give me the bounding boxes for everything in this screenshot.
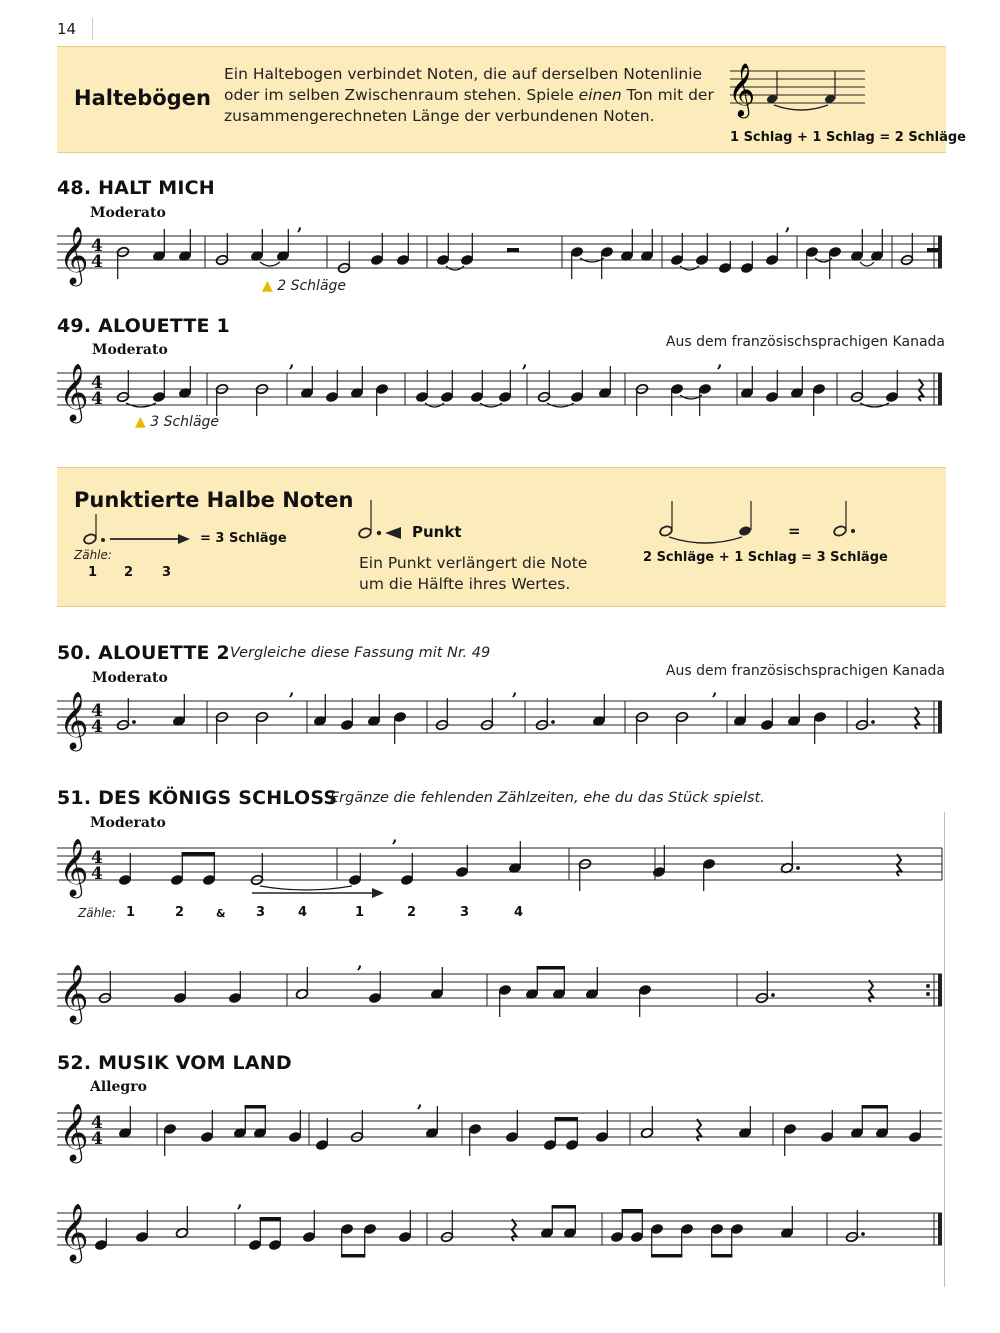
note-head xyxy=(202,874,215,885)
note-head xyxy=(468,1123,481,1134)
note-dot xyxy=(551,720,555,724)
dotted-equivalence-diagram xyxy=(650,497,870,547)
note-head xyxy=(650,1223,663,1234)
note-head xyxy=(135,1231,148,1242)
note-head xyxy=(498,984,511,995)
note-head xyxy=(543,1139,556,1150)
breath-mark: , xyxy=(237,1192,243,1211)
ex52-tempo: Allegro xyxy=(90,1079,147,1095)
dotted-count-label: Zähle: xyxy=(74,548,112,562)
dotted-count-1: 1 xyxy=(88,565,98,580)
note-head xyxy=(455,866,468,877)
ex51-count-2: 2 xyxy=(175,905,185,920)
ex51-count-1: 1 xyxy=(126,905,136,920)
note-head xyxy=(363,1223,376,1234)
dotted-half-equals: = 3 Schläge xyxy=(200,531,287,546)
note-head xyxy=(570,246,583,257)
repeat-dot xyxy=(926,984,930,988)
dotted-half-punkt-diagram xyxy=(355,496,415,546)
note-head xyxy=(248,1239,261,1250)
note-head xyxy=(118,874,131,885)
note-head xyxy=(228,992,241,1003)
punkt-label: Punkt xyxy=(412,523,462,541)
note-head xyxy=(288,1131,301,1142)
ex50-origin: Aus dem französischsprachigen Kanada xyxy=(665,663,945,679)
ex48-hint: ▲ 2 Schläge xyxy=(262,278,347,294)
note-head xyxy=(610,1231,623,1242)
ex50-title: 50. ALOUETTE 2 xyxy=(57,642,230,664)
note-head xyxy=(698,383,711,394)
note-head xyxy=(400,874,413,885)
note-head xyxy=(396,254,409,265)
note-head xyxy=(783,1123,796,1134)
time-signature-top: 4 xyxy=(91,848,103,868)
haltebogen-line1: Ein Haltebogen verbindet Noten, die auf derselben Notenlinie xyxy=(224,65,703,83)
ex51-title: 51. DES KÖNIGS SCHLOSS xyxy=(57,787,338,809)
breath-mark: , xyxy=(512,680,518,699)
note-head xyxy=(375,383,388,394)
eighth-beam xyxy=(622,1209,643,1213)
note-dot xyxy=(796,866,800,870)
breath-mark: , xyxy=(289,680,295,699)
note-dot xyxy=(861,1232,865,1236)
note-head xyxy=(460,254,473,265)
eighth-beam xyxy=(537,966,565,970)
treble-clef-icon: 𝄞 xyxy=(59,691,89,749)
final-barline-thick xyxy=(938,1213,942,1245)
note-head xyxy=(340,719,353,730)
note-head xyxy=(173,992,186,1003)
treble-clef-icon: 𝄞 xyxy=(59,226,89,284)
dotted-count-3: 3 xyxy=(162,565,172,580)
ex50-tempo: Moderato xyxy=(92,670,168,686)
breath-mark: , xyxy=(392,827,398,846)
time-signature-top: 4 xyxy=(91,1113,103,1133)
ex51-count-9: 4 xyxy=(514,905,524,920)
haltebogen-text xyxy=(224,64,714,127)
note-head xyxy=(94,1239,107,1250)
haltebogen-line3: zusammengerechneten Länge der verbundenen Noten. xyxy=(224,107,655,125)
note-head xyxy=(436,254,449,265)
ex51-count-3: & xyxy=(216,907,226,920)
treble-clef-icon: 𝄞 xyxy=(728,62,756,116)
ex48-title: 48. HALT MICH xyxy=(57,177,215,199)
page-number: 14 xyxy=(57,20,77,38)
eighth-beam xyxy=(711,1254,732,1258)
ex52-staff-1 xyxy=(57,1092,947,1161)
breath-mark: , xyxy=(785,215,791,234)
ex51-count-arrow xyxy=(250,886,390,900)
note-head xyxy=(398,1231,411,1242)
ex49-staff xyxy=(57,352,947,421)
note-head xyxy=(152,391,165,402)
quarter-rest xyxy=(897,854,902,876)
note-head xyxy=(570,391,583,402)
note-dot xyxy=(871,720,875,724)
ex52-staff-2 xyxy=(57,1192,947,1261)
note-head xyxy=(740,262,753,273)
note-head xyxy=(440,391,453,402)
ex51-count-6: 1 xyxy=(355,905,365,920)
time-signature-top: 4 xyxy=(91,701,103,721)
note-head xyxy=(805,246,818,257)
ex51-staff-2 xyxy=(57,953,947,1022)
half-rest xyxy=(927,248,939,252)
time-signature-bottom: 4 xyxy=(91,1129,103,1149)
note-head xyxy=(370,254,383,265)
tie xyxy=(260,262,280,266)
note-head xyxy=(702,858,715,869)
time-signature-top: 4 xyxy=(91,373,103,393)
note-head xyxy=(595,1131,608,1142)
treble-clef-icon: 𝄞 xyxy=(59,1203,89,1261)
time-signature-top: 4 xyxy=(91,236,103,256)
dotted-half-arrow-diagram xyxy=(80,512,200,552)
ex51-staff-1 xyxy=(57,827,947,896)
note-head xyxy=(340,1223,353,1234)
note-head xyxy=(325,391,338,402)
note-head xyxy=(760,719,773,730)
eighth-beam xyxy=(260,1217,281,1221)
note-head xyxy=(680,1223,693,1234)
note-head xyxy=(170,874,183,885)
ex51-count-5: 4 xyxy=(298,905,308,920)
note-head xyxy=(652,866,665,877)
note-head xyxy=(710,1223,723,1234)
note-head xyxy=(828,246,841,257)
eighth-beam xyxy=(341,1254,365,1258)
ex51-count-8: 3 xyxy=(460,905,470,920)
eighth-beam xyxy=(651,1254,682,1258)
treble-clef-icon: 𝄞 xyxy=(59,363,89,421)
dotted-explain-line2: um die Hälfte ihres Wertes. xyxy=(359,575,571,593)
quarter-rest xyxy=(697,1119,702,1141)
ex51-note: Ergänze die fehlenden Zählzeiten, ehe du das Stück spielst. xyxy=(330,790,765,806)
note-head xyxy=(600,246,613,257)
note-head xyxy=(393,711,406,722)
ex49-tempo: Moderato xyxy=(92,342,168,358)
ex52-title: 52. MUSIK VOM LAND xyxy=(57,1052,292,1074)
half-rest xyxy=(507,248,519,252)
eighth-beam xyxy=(862,1105,888,1109)
note-head xyxy=(812,383,825,394)
haltebogen-equation: 1 Schlag + 1 Schlag = 2 Schläge xyxy=(730,130,966,145)
note-head xyxy=(730,1223,743,1234)
dotted-count-2: 2 xyxy=(124,565,134,580)
quarter-rest xyxy=(919,379,924,401)
ex51-count-7: 2 xyxy=(407,905,417,920)
note-head xyxy=(505,1131,518,1142)
note-head xyxy=(718,262,731,273)
eighth-beam xyxy=(182,852,215,856)
final-barline-thick xyxy=(938,373,942,405)
eighth-beam xyxy=(552,1205,576,1209)
note-head xyxy=(820,1131,833,1142)
quarter-rest xyxy=(869,980,874,1002)
note-head xyxy=(638,984,651,995)
page-edge-rule xyxy=(944,812,945,1287)
note-head xyxy=(348,874,361,885)
note-dot xyxy=(771,993,775,997)
ex49-origin: Aus dem französischsprachigen Kanada xyxy=(665,334,945,350)
haltebogen-example-staff xyxy=(720,55,870,125)
note-head xyxy=(368,992,381,1003)
note-head xyxy=(765,391,778,402)
dotted-explanation xyxy=(359,553,587,595)
time-signature-bottom: 4 xyxy=(91,864,103,884)
dotted-half-title: Punktierte Halbe Noten xyxy=(74,488,354,512)
note-head xyxy=(765,254,778,265)
note-head xyxy=(670,254,683,265)
warning-triangle-icon: ▲ xyxy=(135,414,146,430)
repeat-dot xyxy=(926,992,930,996)
breath-mark: , xyxy=(717,352,723,371)
breath-mark: , xyxy=(417,1092,423,1111)
note-head xyxy=(315,1139,328,1150)
time-signature-bottom: 4 xyxy=(91,252,103,272)
note-head xyxy=(813,711,826,722)
ex50-note: Vergleiche diese Fassung mit Nr. 49 xyxy=(230,645,491,661)
ex51-count-label: Zähle: xyxy=(78,906,116,920)
note-head xyxy=(470,391,483,402)
treble-clef-icon: 𝄞 xyxy=(59,964,89,1022)
ex51-tempo: Moderato xyxy=(90,815,166,831)
page-number-rule xyxy=(92,18,93,40)
ex48-staff xyxy=(57,215,947,284)
note-head xyxy=(908,1131,921,1142)
quarter-rest xyxy=(915,707,920,729)
dotted-explain-line1: Ein Punkt verlängert die Note xyxy=(359,554,588,572)
haltebogen-title: Haltebögen xyxy=(74,86,211,110)
breath-mark: , xyxy=(297,215,303,234)
note-head xyxy=(885,391,898,402)
treble-clef-icon: 𝄞 xyxy=(59,1103,89,1161)
ex51-count-4: 3 xyxy=(256,905,266,920)
dotted-equation: 2 Schläge + 1 Schlag = 3 Schläge xyxy=(643,550,888,565)
note-head xyxy=(565,1139,578,1150)
note-head xyxy=(630,1231,643,1242)
repeat-barline-thick xyxy=(938,974,942,1006)
treble-clef-icon: 𝄞 xyxy=(59,838,89,896)
note-head xyxy=(670,383,683,394)
note-dot xyxy=(132,720,136,724)
breath-mark: , xyxy=(712,680,718,699)
dotted-equals-sign: = xyxy=(788,522,801,540)
breath-mark: , xyxy=(357,953,363,972)
note-head xyxy=(302,1231,315,1242)
haltebogen-line2: oder im selben Zwischenraum stehen. Spiele einen Ton mit der xyxy=(224,86,714,104)
eighth-beam xyxy=(245,1105,266,1109)
ex48-tempo: Moderato xyxy=(90,205,166,221)
note-head xyxy=(695,254,708,265)
eighth-beam xyxy=(555,1117,578,1121)
note-head xyxy=(200,1131,213,1142)
warning-triangle-icon: ▲ xyxy=(262,278,273,294)
note-head xyxy=(163,1123,176,1134)
breath-mark: , xyxy=(522,352,528,371)
time-signature-bottom: 4 xyxy=(91,389,103,409)
final-barline-thick xyxy=(938,701,942,733)
ex49-hint: ▲ 3 Schläge xyxy=(135,414,220,430)
note-head xyxy=(268,1239,281,1250)
note-head xyxy=(498,391,511,402)
quarter-rest xyxy=(512,1219,517,1241)
note-head xyxy=(415,391,428,402)
ex49-title: 49. ALOUETTE 1 xyxy=(57,315,230,337)
ex50-staff xyxy=(57,680,947,749)
time-signature-bottom: 4 xyxy=(91,717,103,737)
tie xyxy=(860,262,874,266)
breath-mark: , xyxy=(289,352,295,371)
